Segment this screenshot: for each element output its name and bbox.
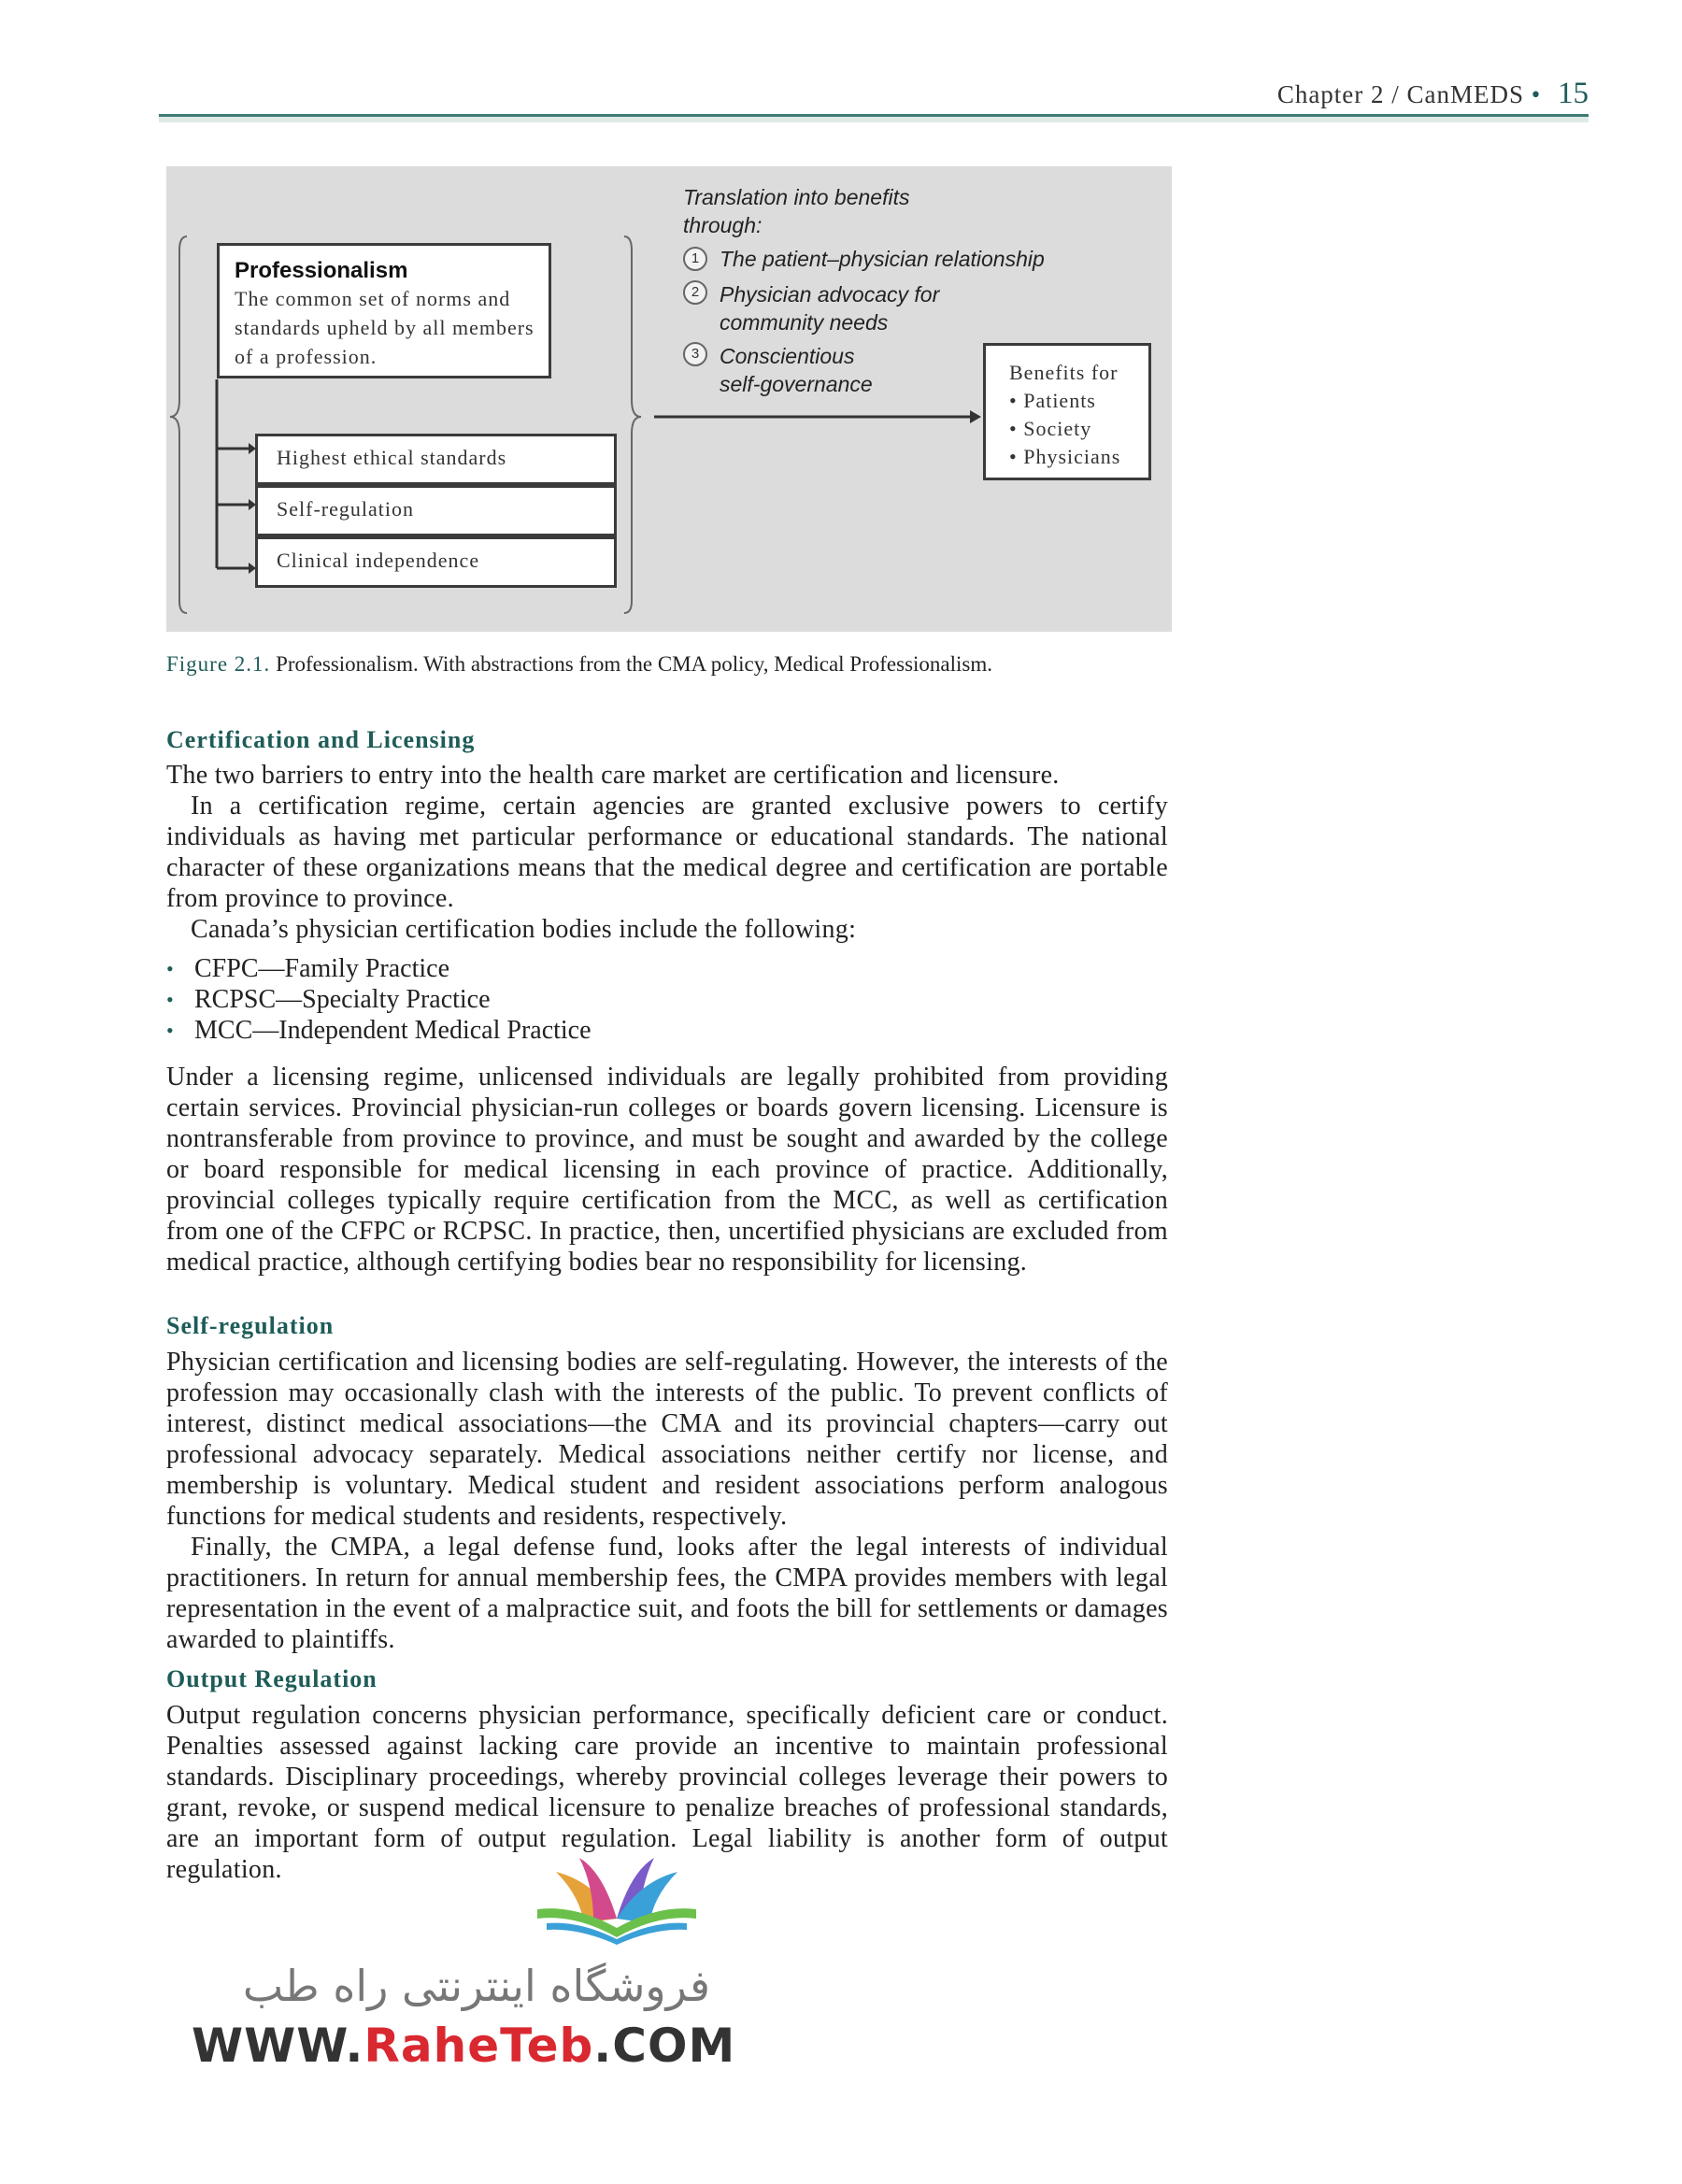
component-box-clinical: Clinical independence	[255, 536, 617, 588]
heading-output-regulation: Output Regulation	[166, 1665, 378, 1692]
header-bullet: •	[1531, 80, 1542, 108]
certification-body-list	[166, 953, 1168, 1046]
self-paragraph-2: Finally, the CMPA, a legal defense fund, looks after the legal interests of individual practitioners. In return for annual membership fees, the CMPA provides members with legal representation in the event of a malpractice suit, and foots the bill for settlements or damages awarded to plaintiffs.	[166, 1533, 1168, 1654]
figure-caption	[166, 652, 992, 677]
translation-item-3	[720, 342, 873, 398]
component-box-self-regulation: Self-regulation	[255, 485, 617, 536]
translation-item-2-line-2: community needs	[720, 310, 889, 335]
number-3-icon: 3	[683, 342, 707, 366]
watermark-url-suffix: .COM	[593, 2019, 736, 2073]
figure-label: Figure 2.1.	[166, 652, 271, 676]
self-paragraph-1: Physician certification and licensing bodies are self-regulating. However, the interests of the profession may occasionally clash with the interests of the public. To prevent conflicts of interest, distinct medical associations—the CMA and its provincial chapters—carry out professional advocacy separately. Medical associations neither certify nor license, and membership is voluntary. Medical student and resident associations perform analogous functions for medical students and residents, respectively.	[166, 1348, 1168, 1531]
list-item-text: MCC—Independent Medical Practice	[194, 1016, 592, 1045]
book-logo-icon	[528, 1853, 706, 1947]
translation-heading-line-1: Translation into benefits	[683, 185, 910, 209]
number-1-icon: 1	[683, 247, 707, 271]
translation-heading	[683, 183, 910, 239]
professionalism-box	[217, 243, 551, 378]
number-2-icon: 2	[683, 280, 707, 305]
watermark-url-prefix: WWW.	[192, 2019, 364, 2073]
header-rule	[159, 114, 1589, 117]
benefit-society: • Society	[1009, 417, 1092, 440]
benefits-box	[983, 343, 1151, 480]
professionalism-desc-3: of a profession.	[235, 345, 378, 368]
list-item-text: CFPC—Family Practice	[194, 954, 449, 983]
header-rule-shadow	[159, 117, 1589, 122]
cert-paragraph-3: Canada’s physician certification bodies include the following:	[191, 915, 857, 944]
translation-item-2-line-1: Physician advocacy for	[720, 282, 940, 307]
heading-certification: Certification and Licensing	[166, 726, 476, 753]
translation-item-2	[720, 280, 939, 336]
watermark-url-brand: RaheTeb	[363, 2019, 594, 2073]
running-header	[159, 77, 1589, 114]
watermark-url	[192, 2019, 735, 2073]
page-number: 15	[1558, 77, 1589, 110]
component-box-ethical: Highest ethical standards	[255, 434, 617, 485]
list-item-text: RCPSC—Specialty Practice	[194, 985, 491, 1014]
benefit-physicians: • Physicians	[1009, 445, 1121, 468]
translation-item-3-line-1: Conscientious	[720, 344, 855, 368]
list-item: • MCC—Independent Medical Practice	[166, 1016, 592, 1045]
translation-item-1: The patient–physician relationship	[720, 247, 1045, 271]
cert-paragraph-1: The two barriers to entry into the health care market are certification and licensure.	[166, 761, 1060, 790]
watermark-persian-text: فروشگاه اینترنتی راه طب	[242, 1961, 710, 2011]
heading-self-regulation: Self-regulation	[166, 1312, 335, 1339]
list-item: • RCPSC—Specialty Practice	[166, 985, 491, 1014]
cert-paragraph-2: In a certification regime, certain agencies are granted exclusive powers to certify individuals as having met particular performance or educational standards. The national character of these organizations means that the medical degree and certification are portable from province to province.	[166, 792, 1168, 913]
benefits-title: Benefits for	[1009, 361, 1119, 384]
output-paragraph-1: Output regulation concerns physician performance, specifically deficient care or conduct. Penalties assessed against lacking care provide an incentive to maintain professional standards. Disciplinary proceedings, whereby provincial colleges leverage their powers to grant, revoke, or suspend medical licensure to penalize breaches of professional standards, are an important form of output regulation. Legal liability is another form of output regulation.	[166, 1701, 1168, 1884]
figure-caption-text: Professionalism. With abstractions from the CMA policy, Medical Professionalism.	[276, 652, 992, 676]
cert-paragraph-4: Under a licensing regime, unlicensed individuals are legally prohibited from providing certain services. Provincial physician-run colleges or boards govern licensing. Licensure is nontransferable from province to province, and must be sought and awarded by the college or board responsible for medical licensing in each province of practice. Additionally, provincial colleges typically require certification from the MCC, as well as certification from one of the CFPC or RCPSC. In practice, then, uncertified physicians are excluded from medical practice, although certifying bodies bear no responsibility for licensing.	[166, 1063, 1168, 1277]
translation-item-3-line-2: self-governance	[720, 372, 873, 396]
professionalism-desc-1: The common set of norms and	[235, 287, 511, 310]
professionalism-desc-2: standards upheld by all members	[235, 316, 535, 339]
chapter-title: Chapter 2 / CanMEDS	[1276, 80, 1525, 108]
translation-heading-line-2: through:	[683, 213, 763, 237]
benefit-patients: • Patients	[1009, 389, 1096, 412]
list-item: • CFPC—Family Practice	[166, 954, 449, 983]
professionalism-title: Professionalism	[235, 258, 408, 283]
